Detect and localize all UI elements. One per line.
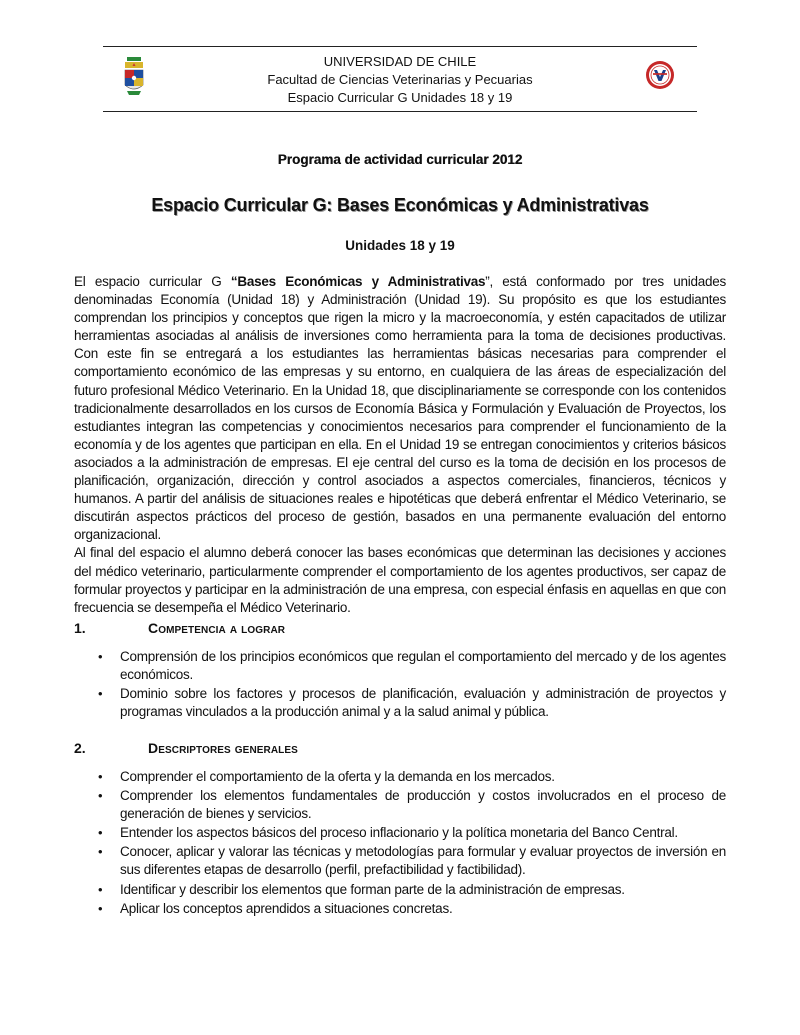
list-item	[74, 881, 726, 899]
list-item-text: Comprender el comportamiento de la oferta y la demanda en los mercados.	[120, 769, 555, 784]
section-heading-competencia	[74, 620, 285, 636]
section-heading-descriptores	[74, 740, 298, 756]
program-heading: Programa de actividad curricular 2012	[277, 152, 523, 167]
list-item-text: Conocer, aplicar y valorar las técnicas y metodologías para formular y evaluar proyectos de inversión en sus diferentes etapas de desarrollo (perfil, prefactibilidad y factibilidad).	[120, 844, 726, 878]
competencia-list	[74, 648, 726, 722]
bullet-icon: •	[98, 900, 103, 916]
introduction	[74, 273, 726, 617]
section-number: 1.	[74, 620, 86, 636]
list-item	[74, 648, 726, 684]
bullet-icon: •	[98, 686, 103, 702]
intro-course-name: “Bases Económicas y Administrativas	[230, 274, 486, 289]
bullet-icon: •	[98, 649, 103, 664]
list-item-text: Entender los aspectos básicos del proceso inflacionario y la política monetaria del Banco Central.	[120, 825, 678, 841]
list-item	[74, 685, 726, 721]
university-name: UNIVERSIDAD DE CHILE	[323, 54, 477, 69]
curricular-space: Espacio Curricular G Unidades 18 y 19	[287, 90, 513, 105]
intro-paragraph-1	[74, 273, 726, 544]
bullet-icon: •	[98, 788, 103, 804]
section-number: 2.	[74, 740, 86, 756]
intro-text-start: El espacio curricular G	[74, 274, 231, 289]
list-item-text: Comprensión de los principios económicos que regulan el comportamiento del mercado y de los agentes económicos.	[120, 649, 726, 683]
list-item-text: Identificar y describir los elementos que forman parte de la administración de empresas.	[120, 881, 625, 897]
list-item	[74, 900, 726, 918]
intro-text-rest: ”, está conformado por tres unidades denominadas Economía (Unidad 18) y Administración (Unidad 19). Su propósito es que los estudiantes comprendan los principios y conceptos que rigen la micro y la macroeconomía, y estén capacitados de utilizar herramientas asociadas al análisis de inversiones como herramienta para la toma de decisiones productivas. Con este fin se entregará a los estudiantes las herramientas básicas necesarias para comprender el comportamiento económico de las empresas y su entorno, en cualquiera de las áreas de especialización del futuro profesional Médico Veterinario. En la Unidad 18, que disciplinariamente se corresponde con los contenidos tradicionalmente desarrollados en los cursos de Economía Básica y Formulación y Evaluación de Proyectos, los estudiantes integran las competencias y conocimientos necesarios para comprender el funcionamiento de la economía y de los agentes que participan en ella. En el Unidad 19 se entregan conocimientos y criterios básicos asociados a la administración de empresas. El eje central del curso es la toma de decisión en los procesos de planificación, organización, dirección y control asociados a aspectos comerciales, financieros, técnicos y humanos. A partir del análisis de situaciones reales e hipotéticas que deberá enfrentar el Médico Veterinario, se discutirán aspectos prácticos del proceso de gestión, basados en una permanente evaluación del entorno organizacional.	[74, 274, 726, 543]
header-text	[103, 53, 697, 107]
list-item-text: Comprender los elementos fundamentales de producción y costos involucrados en el proceso de generación de bienes y servicios.	[120, 788, 726, 822]
list-item	[74, 787, 726, 823]
page-header	[103, 46, 697, 112]
document-title: Espacio Curricular G: Bases Económicas y Administrativas	[151, 195, 649, 215]
intro-paragraph-2: Al final del espacio el alumno deberá conocer las bases económicas que determinan las decisiones y acciones del médico veterinario, particularmente comprender el comportamiento de los agentes productivos, ser capaz de formular proyectos y participar en la administración de una empresa, con especial énfasis en aquellas en que con frecuencia se desempeña el Médico Veterinario.	[74, 545, 726, 615]
descriptores-list	[74, 768, 726, 919]
faculty-name: Facultad de Ciencias Veterinarias y Pecuarias	[267, 72, 533, 87]
faculty-seal-icon	[645, 60, 675, 90]
list-item-text: Dominio sobre los factores y procesos de planificación, evaluación y administración de proyectos y programas vinculados a la producción animal y a la salud animal y pública.	[120, 686, 726, 720]
bullet-icon: •	[98, 769, 103, 784]
list-item-text: Aplicar los conceptos aprendidos a situaciones concretas.	[120, 900, 453, 916]
section-title: Competencia a lograr	[148, 620, 286, 636]
list-item	[74, 768, 726, 786]
list-item	[74, 843, 726, 879]
bullet-icon: •	[98, 825, 103, 841]
units-subtitle: Unidades 18 y 19	[345, 238, 455, 253]
bullet-icon: •	[98, 844, 103, 860]
list-item	[74, 824, 726, 842]
section-title: Descriptores generales	[148, 740, 298, 756]
bullet-icon: •	[98, 881, 103, 897]
